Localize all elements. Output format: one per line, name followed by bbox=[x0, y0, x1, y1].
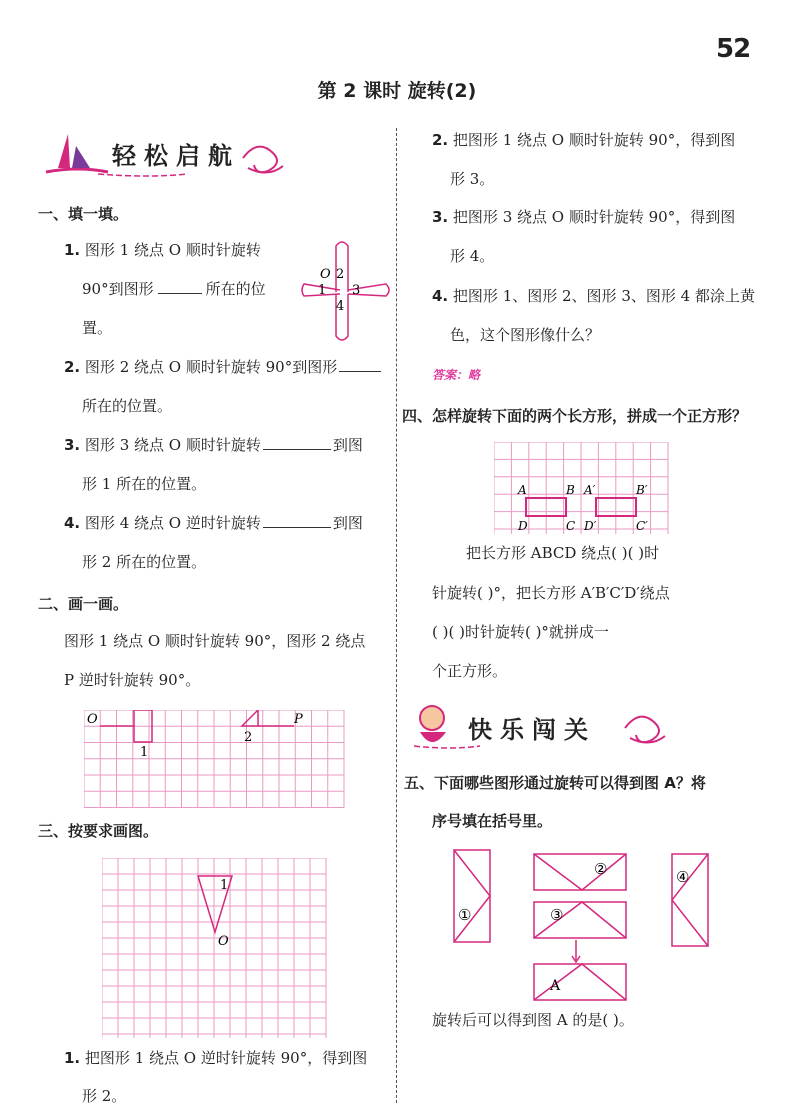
four-petal-figure bbox=[300, 236, 400, 344]
fig-label-4: 4 bbox=[336, 299, 345, 314]
fig-label-3: 3 bbox=[352, 283, 361, 298]
s1-item1-line1: 1. 图形 1 绕点 O 顺时针旋转 bbox=[64, 241, 261, 259]
grid2-label-2: 2 bbox=[244, 730, 253, 745]
s5-answer-line[interactable]: 旋转后可以得到图 A 的是( )。 bbox=[432, 1011, 634, 1029]
fig-label-3: ③ bbox=[550, 906, 564, 924]
grid2-label-P: P bbox=[294, 712, 303, 727]
page-title: 第 2 课时 旋转(2) bbox=[317, 80, 477, 102]
fig-label-1: 1 bbox=[318, 283, 327, 298]
section3-heading: 三、按要求画图。 bbox=[38, 822, 159, 840]
label-D-prime: D′ bbox=[584, 519, 597, 533]
fig-label-O: O bbox=[320, 267, 331, 282]
s1-item2-line2: 所在的位置。 bbox=[82, 397, 173, 415]
s2-line2: P 逆时针旋转 90°。 bbox=[64, 671, 201, 689]
page-number: 52 bbox=[716, 34, 751, 64]
grid3-label-O: O bbox=[218, 934, 229, 949]
grid2-label-O: O bbox=[87, 712, 98, 727]
section1-heading: 一、填一填。 bbox=[38, 205, 129, 223]
label-C-prime: C′ bbox=[636, 519, 648, 533]
rotation-figures bbox=[450, 846, 720, 1004]
fig-label-A: A bbox=[550, 978, 561, 994]
fig-label-1: ① bbox=[458, 906, 472, 924]
label-B: B bbox=[566, 483, 575, 497]
section4-heading: 四、怎样旋转下面的两个长方形，拼成一个正方形？ bbox=[402, 407, 748, 425]
section5-heading-line2: 序号填在括号里。 bbox=[432, 812, 553, 830]
banner-left bbox=[38, 128, 298, 180]
label-C: C bbox=[566, 519, 576, 533]
banner-left-text: 轻松启航 bbox=[112, 141, 240, 170]
banner-right bbox=[410, 698, 670, 754]
s3-item2-line2: 形 3。 bbox=[450, 170, 495, 188]
fig-label-2: ② bbox=[594, 860, 608, 878]
banner-right-text: 快乐闯关 bbox=[468, 715, 596, 744]
s4-line1: 把长方形 ABCD 绕点( )( )时 bbox=[466, 544, 660, 562]
s2-line1: 图形 1 绕点 O 顺时针旋转 90°，图形 2 绕点 bbox=[64, 632, 366, 650]
s4-line3: ( )( )时针旋转( )°就拼成一 bbox=[432, 623, 609, 641]
answer-blank[interactable] bbox=[263, 435, 331, 450]
grid2-label-1: 1 bbox=[140, 745, 149, 760]
answer-blank[interactable] bbox=[158, 279, 202, 294]
s3-item3-line2: 形 4。 bbox=[450, 247, 495, 265]
s3-item3-line1: 3. 把图形 3 绕点 O 顺时针旋转 90°，得到图 bbox=[432, 208, 736, 226]
section5-heading-line1: 五、下面哪些图形通过旋转可以得到图 A？将 bbox=[404, 774, 706, 792]
s3-item1-line2: 形 2。 bbox=[82, 1087, 127, 1105]
s1-item4-line1: 4. 图形 4 绕点 O 逆时针旋转 到图 bbox=[64, 514, 363, 532]
s3-item2-line1: 2. 把图形 1 绕点 O 顺时针旋转 90°，得到图 bbox=[432, 131, 736, 149]
s1-item3-line1: 3. 图形 3 绕点 O 顺时针旋转 到图 bbox=[64, 436, 363, 454]
answer-blank[interactable] bbox=[263, 513, 331, 528]
fig-label-4: ④ bbox=[676, 868, 690, 886]
label-A-prime: A′ bbox=[584, 483, 596, 497]
s3-item1-line1: 1. 把图形 1 绕点 O 逆时针旋转 90°，得到图 bbox=[64, 1049, 368, 1067]
s4-line2: 针旋转( )°，把长方形 A′B′C′D′绕点 bbox=[432, 584, 670, 602]
grid3-label-1: 1 bbox=[220, 878, 229, 893]
s1-item1-line2: 90°到图形 所在的位 bbox=[82, 280, 266, 298]
drawing-grid-3 bbox=[102, 858, 328, 1040]
label-B-prime: B′ bbox=[636, 483, 648, 497]
answer-blank[interactable] bbox=[339, 357, 381, 372]
rectangle-grid bbox=[494, 442, 670, 536]
s1-item3-line2: 形 1 所在的位置。 bbox=[82, 475, 207, 493]
s3-item4-line1: 4. 把图形 1、图形 2、图形 3、图形 4 都涂上黄 bbox=[432, 287, 755, 305]
s1-item2-line1: 2. 图形 2 绕点 O 顺时针旋转 90°到图形 bbox=[64, 357, 381, 377]
s1-item4-line2: 形 2 所在的位置。 bbox=[82, 553, 207, 571]
fig-label-2: 2 bbox=[336, 267, 345, 282]
s3-item4-line2: 色，这个图形像什么？ bbox=[450, 326, 601, 344]
label-D: D bbox=[518, 519, 528, 533]
answer-note: 答案：略 bbox=[432, 368, 481, 382]
label-A: A bbox=[518, 483, 527, 497]
drawing-grid-2 bbox=[84, 710, 346, 810]
s1-item1-line3: 置。 bbox=[82, 319, 113, 337]
section2-heading: 二、画一画。 bbox=[38, 595, 129, 613]
s4-line4: 个正方形。 bbox=[432, 662, 508, 680]
